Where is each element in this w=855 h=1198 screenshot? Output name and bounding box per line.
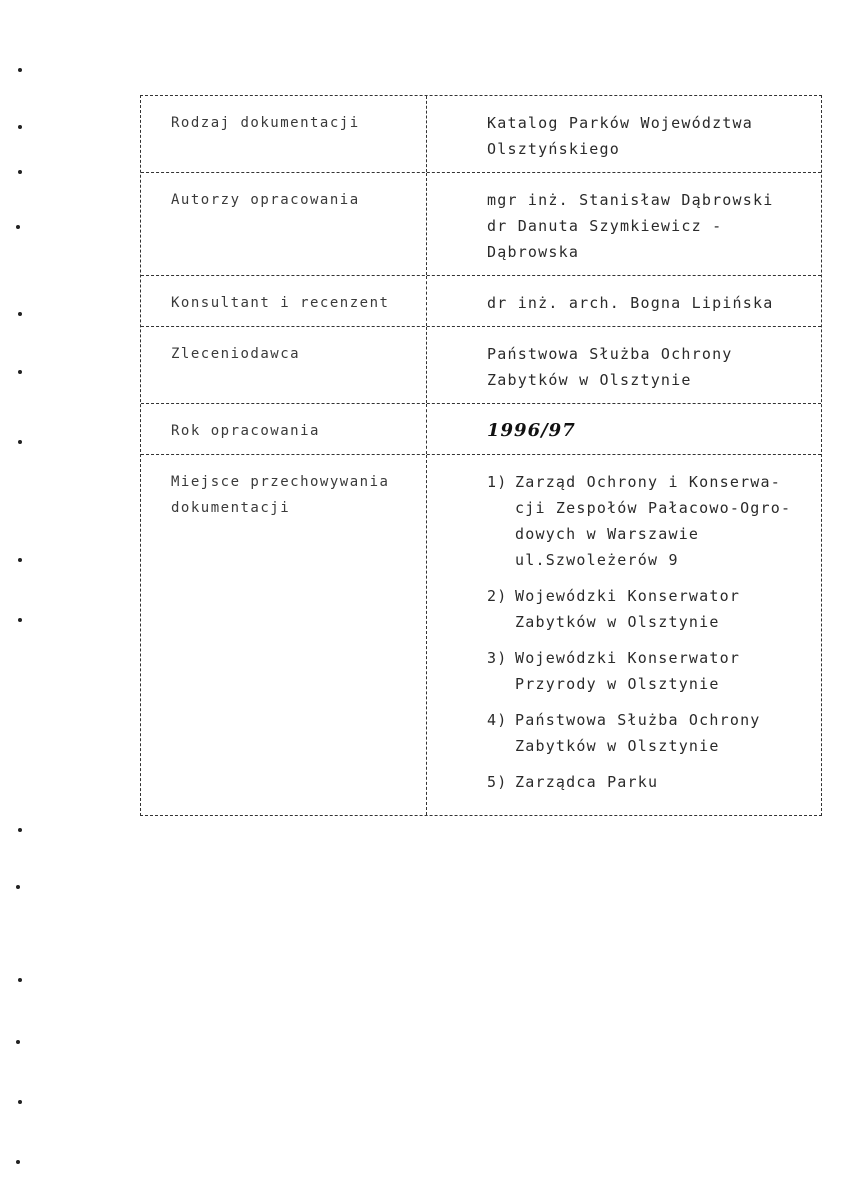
punch-mark	[18, 170, 22, 174]
list-text	[515, 769, 811, 795]
table-row	[141, 404, 821, 455]
list-number: 4)	[487, 711, 508, 729]
punch-mark	[18, 1100, 22, 1104]
punch-mark	[16, 1040, 20, 1044]
punch-mark	[18, 440, 22, 444]
row-value	[427, 96, 821, 172]
list-line: dowych w Warszawie	[515, 525, 700, 543]
list-line: Przyrody w Olsztynie	[515, 675, 720, 693]
row-label: Autorzy opracowania	[141, 173, 427, 275]
value-line: mgr inż. Stanisław Dąbrowski	[487, 191, 774, 209]
table-row	[141, 327, 821, 404]
list-line: Zarządca Parku	[515, 773, 659, 791]
list-number: 5)	[487, 773, 508, 791]
punch-mark	[16, 1160, 20, 1164]
row-value	[427, 276, 821, 326]
row-label: Zleceniodawca	[141, 327, 427, 403]
punch-mark	[18, 125, 22, 129]
punch-mark	[18, 370, 22, 374]
punch-mark	[18, 558, 22, 562]
punch-mark	[18, 978, 22, 982]
list-line: Państwowa Służba Ochrony	[515, 711, 761, 729]
value-line: Dąbrowska	[487, 243, 580, 261]
row-value	[427, 455, 821, 815]
label-line: Miejsce przechowywania	[171, 474, 390, 490]
list-line: Wojewódzki Konserwator	[515, 649, 741, 667]
list-number: 1)	[487, 473, 508, 491]
table-row	[141, 276, 821, 327]
row-label	[141, 455, 427, 815]
value-line: Katalog Parków Województwa	[487, 114, 753, 132]
list-item	[487, 707, 811, 759]
value-line: Olsztyńskiego	[487, 140, 620, 158]
list-line: Zabytków w Olsztynie	[515, 613, 720, 631]
punch-mark	[18, 828, 22, 832]
row-value	[427, 173, 821, 275]
row-value	[427, 404, 821, 454]
list-line: ul.Szwoleżerów 9	[515, 551, 679, 569]
list-text	[515, 645, 811, 697]
row-label: Rodzaj dokumentacji	[141, 96, 427, 172]
handwritten-year: 1996/97	[487, 420, 576, 441]
list-item	[487, 583, 811, 635]
list-line: Zabytków w Olsztynie	[515, 737, 720, 755]
value-line: Państwowa Służba Ochrony	[487, 345, 733, 363]
label-line: dokumentacji	[171, 500, 291, 516]
row-label: Rok opracowania	[141, 404, 427, 454]
punch-mark	[16, 885, 20, 889]
list-item	[487, 645, 811, 697]
value-line: dr Danuta Szymkiewicz -	[487, 217, 723, 235]
list-text	[515, 583, 811, 635]
punch-mark	[18, 618, 22, 622]
list-line: Zarząd Ochrony i Konserwa-	[515, 473, 781, 491]
value-line: dr inż. arch. Bogna Lipińska	[487, 294, 774, 312]
punch-mark	[18, 312, 22, 316]
table-row	[141, 96, 821, 173]
value-line: Zabytków w Olsztynie	[487, 371, 692, 389]
list-number: 3)	[487, 649, 508, 667]
list-item	[487, 769, 811, 795]
list-number: 2)	[487, 587, 508, 605]
row-label: Konsultant i recenzent	[141, 276, 427, 326]
punch-mark	[18, 68, 22, 72]
list-line: Wojewódzki Konserwator	[515, 587, 741, 605]
punch-mark	[16, 225, 20, 229]
list-text	[515, 469, 811, 573]
list-line: cji Zespołów Pałacowo-Ogro-	[515, 499, 792, 517]
list-item	[487, 469, 811, 573]
table-row	[141, 173, 821, 276]
row-value	[427, 327, 821, 403]
list-text	[515, 707, 811, 759]
documentation-table	[140, 95, 822, 816]
table-row	[141, 455, 821, 815]
